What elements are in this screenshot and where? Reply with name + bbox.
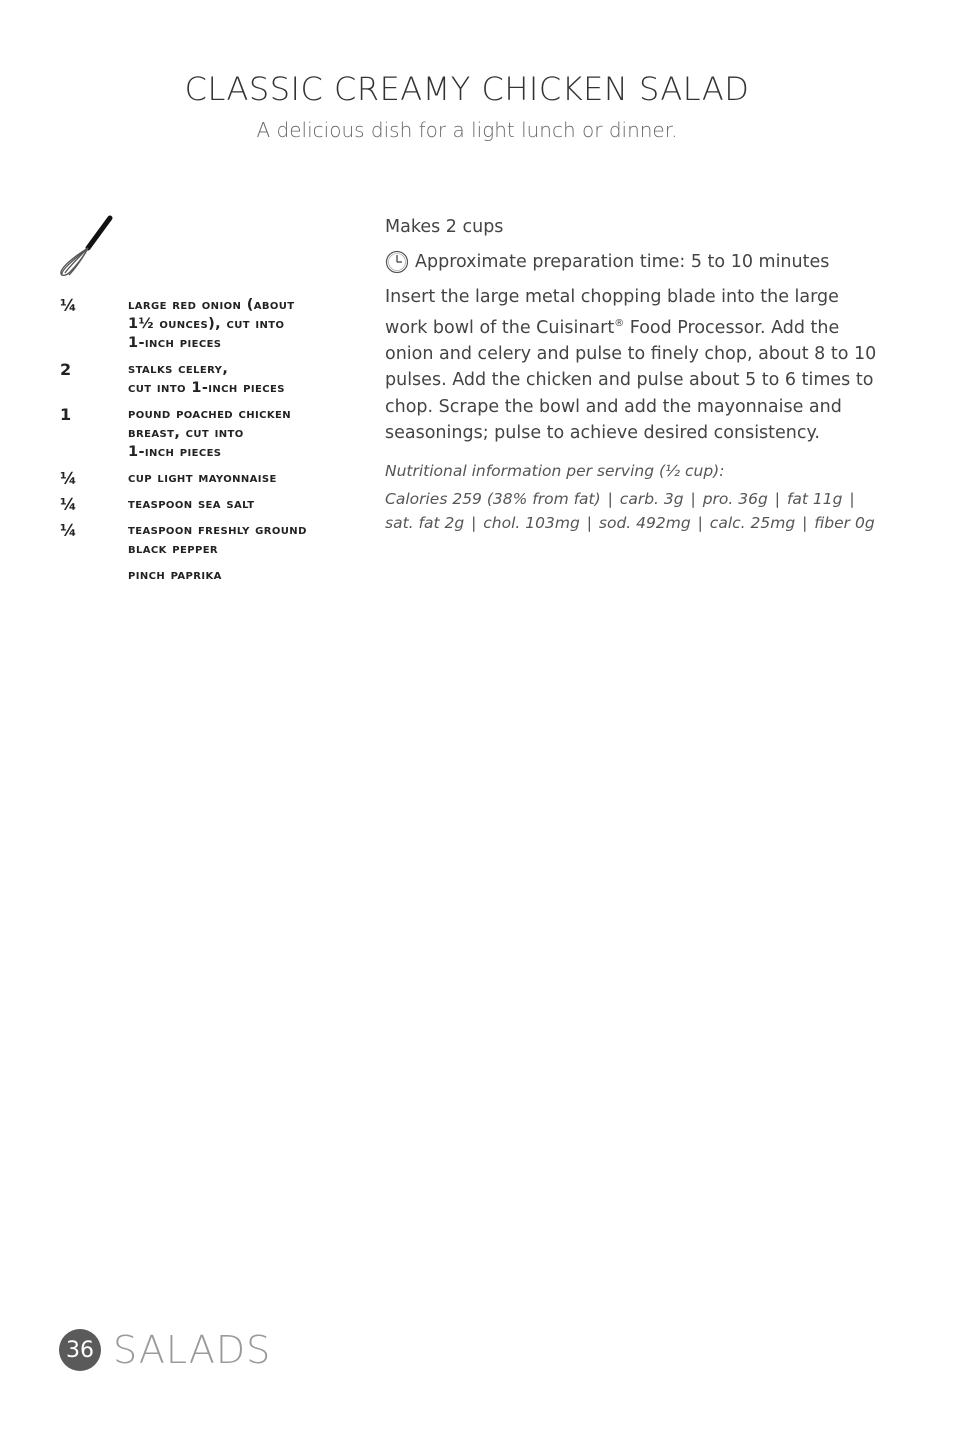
nutrition-values <box>385 487 885 535</box>
prep-time <box>385 249 885 276</box>
ingredient-description <box>128 521 307 559</box>
ingredient-line: teaspoon freshly ground <box>128 522 307 538</box>
ingredient-quantity <box>60 566 128 585</box>
nutrition-separator: | <box>774 489 780 508</box>
ingredient-item <box>60 566 360 585</box>
ingredient-line: breast, cut into <box>128 425 244 441</box>
method-part: Insert the large metal chopping blade into the large work bowl of the Cuisinart <box>385 287 839 338</box>
page-number: 36 <box>59 1329 101 1371</box>
nutrition-label: Nutritional information per serving (½ cup): <box>385 461 725 480</box>
nutrition-separator: | <box>849 489 855 508</box>
ingredient-line: black pepper <box>128 541 219 557</box>
ingredient-description <box>128 296 295 353</box>
ingredient-item <box>60 296 360 353</box>
method-text <box>385 284 885 447</box>
ingredient-quantity: ¼ <box>60 296 77 315</box>
ingredient-description <box>128 469 277 488</box>
nutrition-value: pro. 36g <box>702 489 768 508</box>
ingredient-quantity: ¼ <box>60 495 77 514</box>
nutrition-separator: | <box>607 489 613 508</box>
ingredient-item <box>60 405 360 462</box>
ingredient-description <box>128 495 254 514</box>
nutrition-value: sat. fat 2g <box>385 513 465 532</box>
nutrition-separator: | <box>690 489 696 508</box>
ingredient-line: large red onion (about <box>128 297 295 313</box>
registered-mark: ® <box>614 317 625 329</box>
nutrition-value: carb. 3g <box>619 489 684 508</box>
nutrition-separator: | <box>697 513 703 532</box>
ingredient-line: pinch paprika <box>128 567 222 583</box>
nutrition-separator: | <box>802 513 808 532</box>
ingredient-description <box>128 360 285 398</box>
ingredient-line: 1-inch pieces <box>128 444 222 460</box>
recipe-subtitle: A delicious dish for a light lunch or dinner. <box>256 118 678 142</box>
ingredient-line: pound poached chicken <box>128 406 291 422</box>
nutrition-value: fiber 0g <box>814 513 875 532</box>
section-title: SALADS <box>113 1328 272 1372</box>
ingredient-line: 1-inch pieces <box>128 335 222 351</box>
ingredient-quantity: 1 <box>60 405 72 424</box>
ingredient-description <box>128 566 222 585</box>
ingredient-quantity: ¼ <box>60 469 77 488</box>
ingredient-line: cup light mayonnaise <box>128 470 277 486</box>
nutrition-value: Calories 259 (38% from fat) <box>385 489 601 508</box>
ingredient-quantity: ¼ <box>60 521 77 540</box>
ingredient-line: 1½ ounces), cut into <box>128 316 285 332</box>
method-part: Food Processor. Add the onion and celery and pulse to finely chop, about 8 to 10 pulses. Add the chicken and pulse about 5 to 6 times to chop. Scrape the bowl and add the mayonnaise and seasonings; pulse to achieve desired consistency. <box>385 317 877 444</box>
whisk-icon <box>56 214 116 280</box>
nutrition-separator: | <box>471 513 477 532</box>
nutrition-separator: | <box>586 513 592 532</box>
ingredient-item <box>60 521 360 559</box>
ingredient-quantity: 2 <box>60 360 72 379</box>
clock-icon <box>385 250 409 274</box>
ingredient-item <box>60 469 360 488</box>
ingredient-list <box>60 296 360 592</box>
nutrition-value: calc. 25mg <box>709 513 796 532</box>
recipe-instructions <box>385 214 885 535</box>
ingredient-line: teaspoon sea salt <box>128 496 255 512</box>
ingredient-line: cut into 1-inch pieces <box>128 380 285 396</box>
nutrition-value: fat 11g <box>786 489 843 508</box>
recipe-title: CLASSIC CREAMY CHICKEN SALAD <box>184 70 750 108</box>
ingredient-line: stalks celery, <box>128 361 229 377</box>
nutrition-value: sod. 492mg <box>598 513 691 532</box>
prep-time-text: Approximate preparation time: 5 to 10 minutes <box>415 251 830 272</box>
ingredient-item <box>60 360 360 398</box>
nutrition-value: chol. 103mg <box>483 513 580 532</box>
ingredient-item <box>60 495 360 514</box>
yield-text: Makes 2 cups <box>385 217 504 237</box>
ingredient-description <box>128 405 291 462</box>
